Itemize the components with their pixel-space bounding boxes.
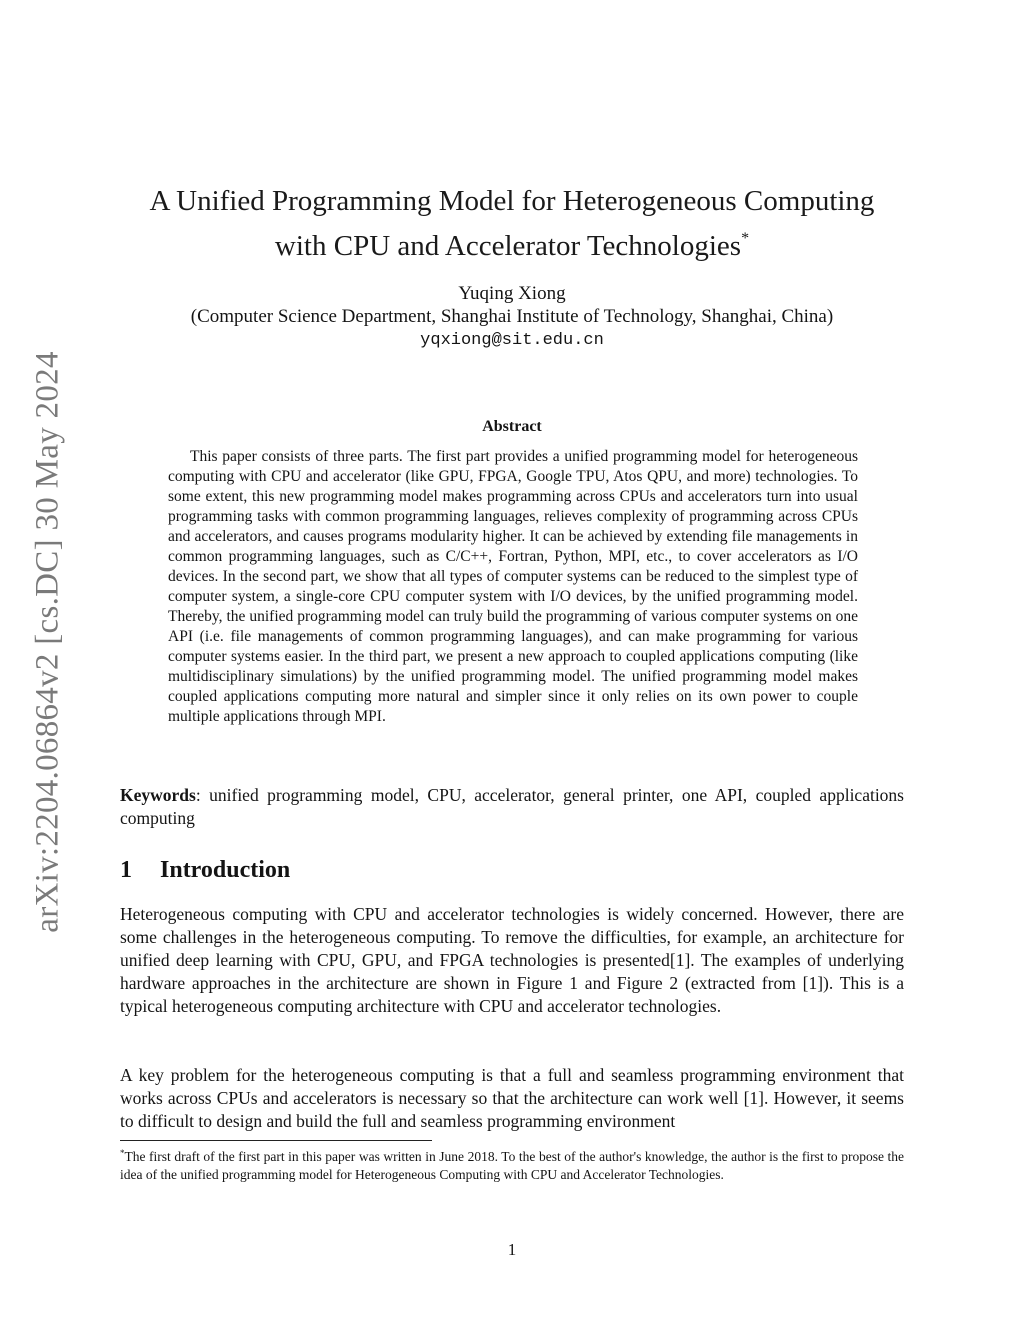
section-title: Introduction <box>160 857 291 883</box>
footnote <box>120 1145 904 1183</box>
title-line-2-text: with CPU and Accelerator Technologies <box>274 230 742 262</box>
section-heading-introduction <box>120 857 290 884</box>
section-number: 1 <box>120 857 132 883</box>
footnote-divider <box>120 1140 432 1141</box>
title-footnote-mark: * <box>741 230 750 247</box>
author-name: Yuqing Xiong <box>458 283 566 304</box>
title-line-1: A Unified Programming Model for Heterogeneous Computing <box>149 185 875 217</box>
title-line-2 <box>120 220 904 265</box>
footnote-text: The first draft of the first part in this paper was written in June 2018. To the best of the author's knowledge, the author is the first to propose the idea of the unified programming model for Heterogeneous Computing with CPU and Accelerator Technologies. <box>120 1149 904 1182</box>
abstract-heading: Abstract <box>482 418 542 435</box>
author-email: yqxiong@sit.edu.cn <box>420 331 604 350</box>
keywords-label: Keywords <box>120 785 196 805</box>
arxiv-identifier-stamp: arXiv:2204.06864v2 [cs.DC] 30 May 2024 <box>29 351 66 933</box>
footnote-mark: * <box>120 1148 125 1158</box>
body-paragraph: A key problem for the heterogeneous computing is that a full and seamless programming environment that works across CPUs and accelerators is necessary so that the architecture can work well [1]. However, it seems to difficult to design and build the full and seamless programming environment <box>120 1065 904 1131</box>
abstract-text: This paper consists of three parts. The first part provides a unified programming model for heterogeneous computing with CPU and accelerator (like GPU, FPGA, Google TPU, Atos QPU, and more) technologies. To some extent, this new programming model makes programming across CPUs and accelerators turn into usual programming tasks with common programming languages, relieves complexity of programming across CPUs and accelerators, and causes programs modularity higher. It can be achieved by extending file managements in common programming languages, such as C/C++, Fortran, Python, MPI, etc., to cover accelerators as I/O devices. In the second part, we show that all types of computer systems can be reduced to the simplest type of computer system, a single-core CPU computer system with I/O devices, by the unified programming model. Thereby, the unified programming model can truly build the programming of various computer systems on one API (i.e. file managements of common programming languages), and can make programming for various computer systems easier. In the third part, we present a new approach to coupled applications computing (like multidisciplinary simulations) by the unified programming model. The unified programming model makes coupled applications computing more natural and simpler since it only relies on its own power to couple multiple applications through MPI. <box>168 448 858 725</box>
body-paragraph: Heterogeneous computing with CPU and accelerator technologies is widely concerned. However, there are some challenges in the heterogeneous computing. To remove the difficulties, for example, an architecture for unified deep learning with CPU, GPU, and FPGA technologies is presented[1]. The examples of underlying hardware approaches in the architecture are shown in Figure 1 and Figure 2 (extracted from [1]). This is a typical heterogeneous computing architecture with CPU and accelerator technologies. <box>120 904 904 1016</box>
paper-title <box>120 183 904 265</box>
keywords-text: : unified programming model, CPU, accelerator, general printer, one API, coupled applications computing <box>120 785 904 828</box>
keywords <box>120 784 904 830</box>
author-affiliation: (Computer Science Department, Shanghai Institute of Technology, Shanghai, China) <box>190 306 834 327</box>
page-number: 1 <box>507 1240 517 1259</box>
